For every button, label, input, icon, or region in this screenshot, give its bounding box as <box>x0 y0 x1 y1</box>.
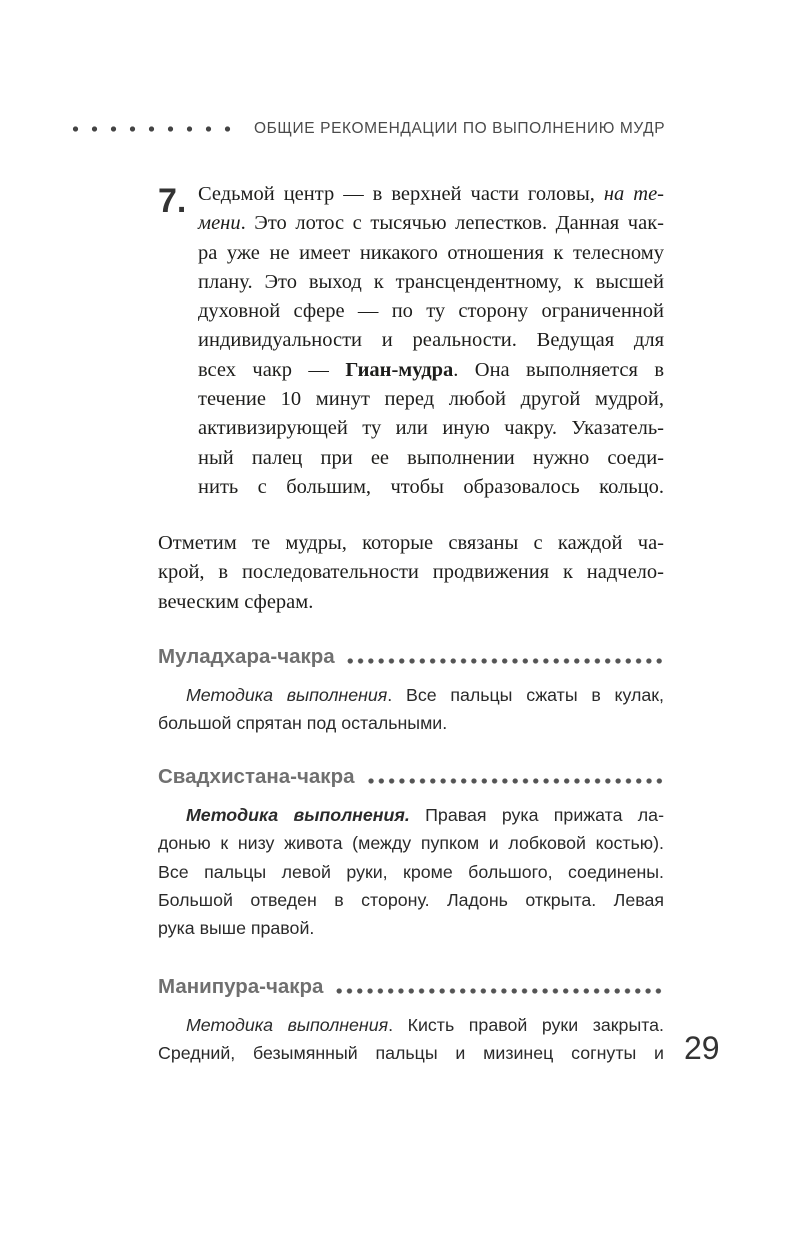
dotted-leader <box>345 657 664 665</box>
text-line: мени. Это лотос с тысячью лепестков. Данная чак- <box>198 212 664 235</box>
section-body <box>158 1011 664 1068</box>
section-muladhara <box>158 642 664 738</box>
item-number: 7. <box>158 182 187 220</box>
method-label: Методика выполнения <box>186 685 388 705</box>
section-body <box>158 801 664 942</box>
numbered-item-7 <box>158 180 664 502</box>
text-line: течение 10 минут перед любой другой мудрой, <box>198 388 664 411</box>
section-svadhisthana <box>158 762 664 942</box>
text-line: Отметим те мудры, которые связаны с каждой ча- <box>158 532 664 554</box>
text-line: Методика выполнения. Правая рука прижата ла- <box>186 805 664 825</box>
section-title: Свадхистана-чакра <box>158 765 355 788</box>
section-manipura <box>158 972 664 1068</box>
text-line: нить с большим, чтобы образовалось кольцо. <box>198 475 664 498</box>
text-line: всех чакр — Гиан-мудра. Она выполняется в <box>198 358 664 381</box>
text-line: Большой отведен в сторону. Ладонь открыта. Левая <box>158 889 664 910</box>
section-title: Манипура-чакра <box>158 975 324 998</box>
decorative-dots <box>66 125 242 133</box>
text-line: ра уже не имеет никакого отношения к телесному <box>198 241 664 264</box>
dotted-leader <box>365 777 665 785</box>
text-line: духовной сфере — по ту сторону ограниченной <box>198 300 664 323</box>
text-line: Все пальцы левой руки, кроме большого, соединены. <box>158 861 664 882</box>
text-line: активизирующей ту или иную чакру. Указатель- <box>198 417 664 440</box>
text-line: Методика выполнения. Кисть правой руки закрыта. <box>186 1015 664 1035</box>
method-label: Методика выполнения. <box>186 805 410 825</box>
text-line: донью к низу живота (между пупком и лобковой костью). <box>158 833 664 854</box>
item-7-text <box>198 180 664 502</box>
text-line: ный палец при ее выполнении нужно соеди- <box>198 446 664 469</box>
dotted-leader <box>333 987 664 995</box>
intro-paragraph <box>158 529 664 617</box>
running-head <box>66 120 664 138</box>
text-line: рука выше правой. <box>158 918 315 939</box>
running-head-title: ОБЩИЕ РЕКОМЕНДАЦИИ ПО ВЫПОЛНЕНИЮ МУДР <box>254 120 666 137</box>
text-line: плану. Это выход к трансцендентному, к высшей <box>198 270 664 293</box>
section-body <box>158 681 664 738</box>
text-line: крой, в последовательности продвижения к надчело- <box>158 561 664 584</box>
text-line: Средний, безымянный пальцы и мизинец согнуты и <box>158 1043 664 1064</box>
method-label: Методика выполнения <box>186 1015 389 1035</box>
section-title: Муладхара-чакра <box>158 645 335 668</box>
text-line: Методика выполнения. Все пальцы сжаты в кулак, <box>186 685 664 705</box>
text-line: индивидуальности и реальности. Ведущая для <box>198 329 664 352</box>
page-number: 29 <box>684 1030 720 1066</box>
text-line: большой спрятан под остальными. <box>158 713 448 734</box>
text-line: веческим сферам. <box>158 590 314 613</box>
text-line: Седьмой центр — в верхней части головы, на те- <box>198 183 664 205</box>
mudra-name: Гиан-мудра <box>345 358 454 381</box>
